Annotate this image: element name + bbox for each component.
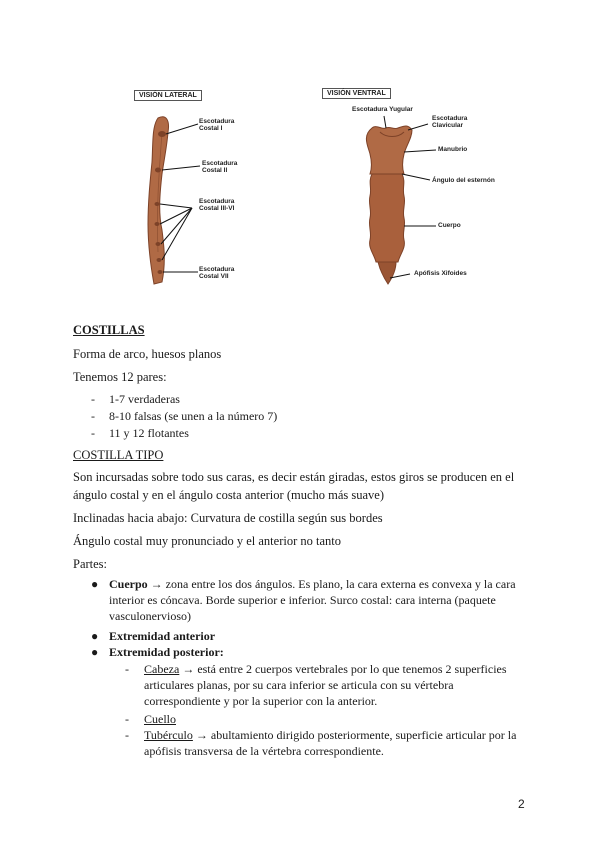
paragraph-2: Inclinadas hacia abajo: Curvatura de costilla según sus bordes: [73, 511, 383, 525]
sub-cuello: - Cuello: [125, 712, 176, 726]
lateral-label-4: Escotadura Costal VII: [199, 266, 235, 281]
pair-item-3: - 11 y 12 flotantes: [91, 426, 189, 440]
sub-cabeza: - Cabeza → está entre 2 cuerpos vertebrales por lo que tenemos 2 superficies articulares planas, por su cara inferior se articula con su vértebra correspondiente y por la superior con la anterior.: [125, 662, 507, 708]
cabeza-label: Cabeza: [144, 662, 180, 676]
sternum-ventral-illustration: [350, 112, 460, 292]
paragraph-1a: Son incursadas sobre todo sus caras, es decir están giradas, estos giros se producen en el: [73, 470, 515, 484]
cuerpo-text: → zona entre los dos ángulos. Es plano, la cara externa es convexa y la cara interior es cóncava. Borde superior e inferior. Surco costal: cara interna (paquete vasculonervioso): [109, 577, 516, 623]
bullet-cuerpo: [91, 576, 531, 624]
ventral-label-yugular: Escotadura Yugular: [352, 106, 413, 113]
lateral-label-3: Escotadura Costal III-VI: [199, 198, 235, 213]
tuberculo-label: Tubérculo: [144, 728, 193, 742]
tuberculo-text: → abultamiento dirigido posteriormente, superficie articular por la apófisis transversa de la vértebra correspondiente.: [144, 728, 517, 758]
ventral-view-title: VISIÓN VENTRAL: [322, 88, 391, 99]
pair-item-1: - 1-7 verdaderas: [91, 392, 180, 406]
cabeza-text: → está entre 2 cuerpos vertebrales por lo que tenemos 2 superficies articulares planas, por su cara inferior se articula con su vértebra correspondiente y por la superior con la anterior.: [144, 662, 507, 708]
bullet-ext-anterior: ● Extremidad anterior: [91, 629, 216, 643]
ventral-label-cuerpo: Cuerpo: [438, 222, 461, 229]
paragraph-4: Partes:: [73, 557, 108, 571]
sub-tuberculo: - Tubérculo → abultamiento dirigido posteriormente, superficie articular por la apófisis transversa de la vértebra correspondiente.: [125, 728, 517, 758]
pair-item-2: - 8-10 falsas (se unen a la número 7): [91, 409, 278, 423]
intro-line-2: Tenemos 12 pares:: [73, 370, 167, 384]
ventral-label-manubrio: Manubrio: [438, 146, 468, 153]
ventral-label-xifoides: Apófisis Xifoides: [414, 270, 467, 277]
lateral-label-2: Escotadura Costal II: [202, 160, 238, 175]
bullet-dot: ●: [91, 629, 99, 643]
paragraph-3: Ángulo costal muy pronunciado y el anterior no tanto: [73, 534, 341, 548]
subtitle: COSTILLA TIPO: [73, 448, 164, 462]
bullet-ext-posterior: ● Extremidad posterior:: [91, 645, 224, 659]
bullet-dot: ●: [91, 577, 99, 591]
paragraph-1b: ángulo costal y en el ángulo costa anterior (mucho más suave): [73, 488, 385, 502]
ventral-label-clavicular: Escotadura Clavicular: [432, 115, 468, 130]
page-number: 2: [518, 797, 525, 811]
bullet-dot: ●: [91, 645, 99, 659]
intro-line-1: Forma de arco, huesos planos: [73, 347, 222, 361]
lateral-view-title: VISIÓN LATERAL: [134, 90, 202, 101]
ventral-label-angulo: Ángulo del esternón: [432, 177, 495, 184]
cuerpo-label: Cuerpo: [109, 577, 148, 591]
lateral-label-1: Escotadura Costal I: [199, 118, 235, 133]
section-title: COSTILLAS: [73, 323, 145, 337]
